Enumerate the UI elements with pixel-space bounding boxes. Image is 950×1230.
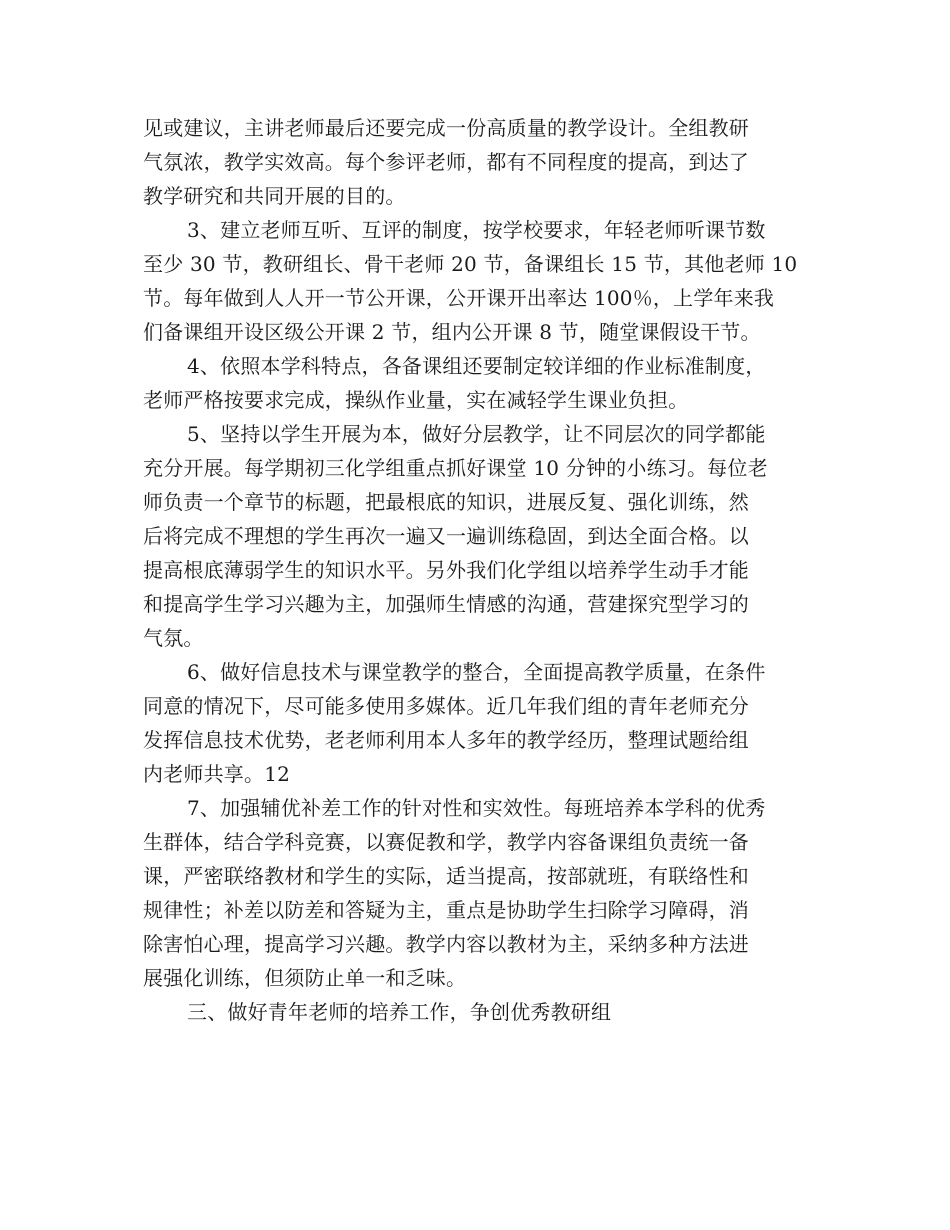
text-line: 5、坚持以学生开展为本，做好分层教学，让不同层次的同学都能 [187, 422, 766, 446]
text-line: 后将完成不理想的学生再次一遍又一遍训练稳固，到达全面合格。以 [143, 524, 749, 548]
document-body [143, 111, 813, 1029]
section-heading-text: 三、做好青年老师的培养工作，争创优秀教研组 [187, 1000, 612, 1024]
text-line: 7、加强辅优补差工作的针对性和实效性。每班培养本学科的优秀 [187, 796, 766, 820]
text-line: 除害怕心理，提高学习兴趣。教学内容以教材为主，采纳多种方法进 [143, 932, 749, 956]
text-line: 老师严格按要求完成，操纵作业量，实在减轻学生课业负担。 [143, 388, 689, 412]
text-line: 6、做好信息技术与课堂教学的整合，全面提高教学质量，在条件 [187, 660, 766, 684]
section-heading [143, 995, 813, 1029]
text-line: 见或建议，主讲老师最后还要完成一份高质量的教学设计。全组教研 [143, 116, 749, 140]
paragraph-item-4 [143, 349, 813, 417]
text-line: 展强化训练，但须防止单一和乏味。 [143, 966, 467, 990]
text-line: 气氛浓，教学实效高。每个参评老师，都有不同程度的提高，到达了 [143, 150, 749, 174]
text-line: 教学研究和共同开展的目的。 [143, 184, 406, 208]
text-line: 内老师共享。12 [143, 762, 291, 786]
paragraph-continuation [143, 111, 813, 213]
text-line: 发挥信息技术优势，老老师利用本人多年的教学经历，整理试题给组 [143, 728, 749, 752]
text-line: 4、依照本学科特点，各备课组还要制定较详细的作业标准制度， [187, 354, 766, 378]
paragraph-item-7 [143, 791, 813, 995]
text-line: 师负责一个章节的标题，把最根底的知识，进展反复、强化训练，然 [143, 490, 749, 514]
paragraph-item-6 [143, 655, 813, 791]
text-line: 课，严密联络教材和学生的实际，适当提高，按部就班，有联络性和 [143, 864, 749, 888]
text-line: 们备课组开设区级公开课 2 节，组内公开课 8 节，随堂课假设干节。 [143, 320, 761, 344]
paragraph-item-3 [143, 213, 813, 349]
text-line: 提高根底薄弱学生的知识水平。另外我们化学组以培养学生动手才能 [143, 558, 749, 582]
paragraph-item-5 [143, 417, 813, 655]
text-line: 气氛。 [143, 626, 204, 650]
text-line: 同意的情况下，尽可能多使用多媒体。近几年我们组的青年老师充分 [143, 694, 749, 718]
text-line: 节。每年做到人人开一节公开课，公开课开出率达 100％，上学年来我 [143, 286, 775, 310]
text-line: 充分开展。每学期初三化学组重点抓好课堂 10 分钟的小练习。每位老 [143, 456, 768, 480]
text-line: 至少 30 节，教研组长、骨干老师 20 节，备课组长 15 节，其他老师 10 [143, 252, 798, 276]
text-line: 规律性；补差以防差和答疑为主，重点是协助学生扫除学习障碍，消 [143, 898, 749, 922]
text-line: 3、建立老师互听、互评的制度，按学校要求，年轻老师听课节数 [187, 218, 766, 242]
text-line: 和提高学生学习兴趣为主，加强师生情感的沟通，营建探究型学习的 [143, 592, 749, 616]
text-line: 生群体，结合学科竞赛，以赛促教和学，教学内容备课组负责统一备 [143, 830, 749, 854]
